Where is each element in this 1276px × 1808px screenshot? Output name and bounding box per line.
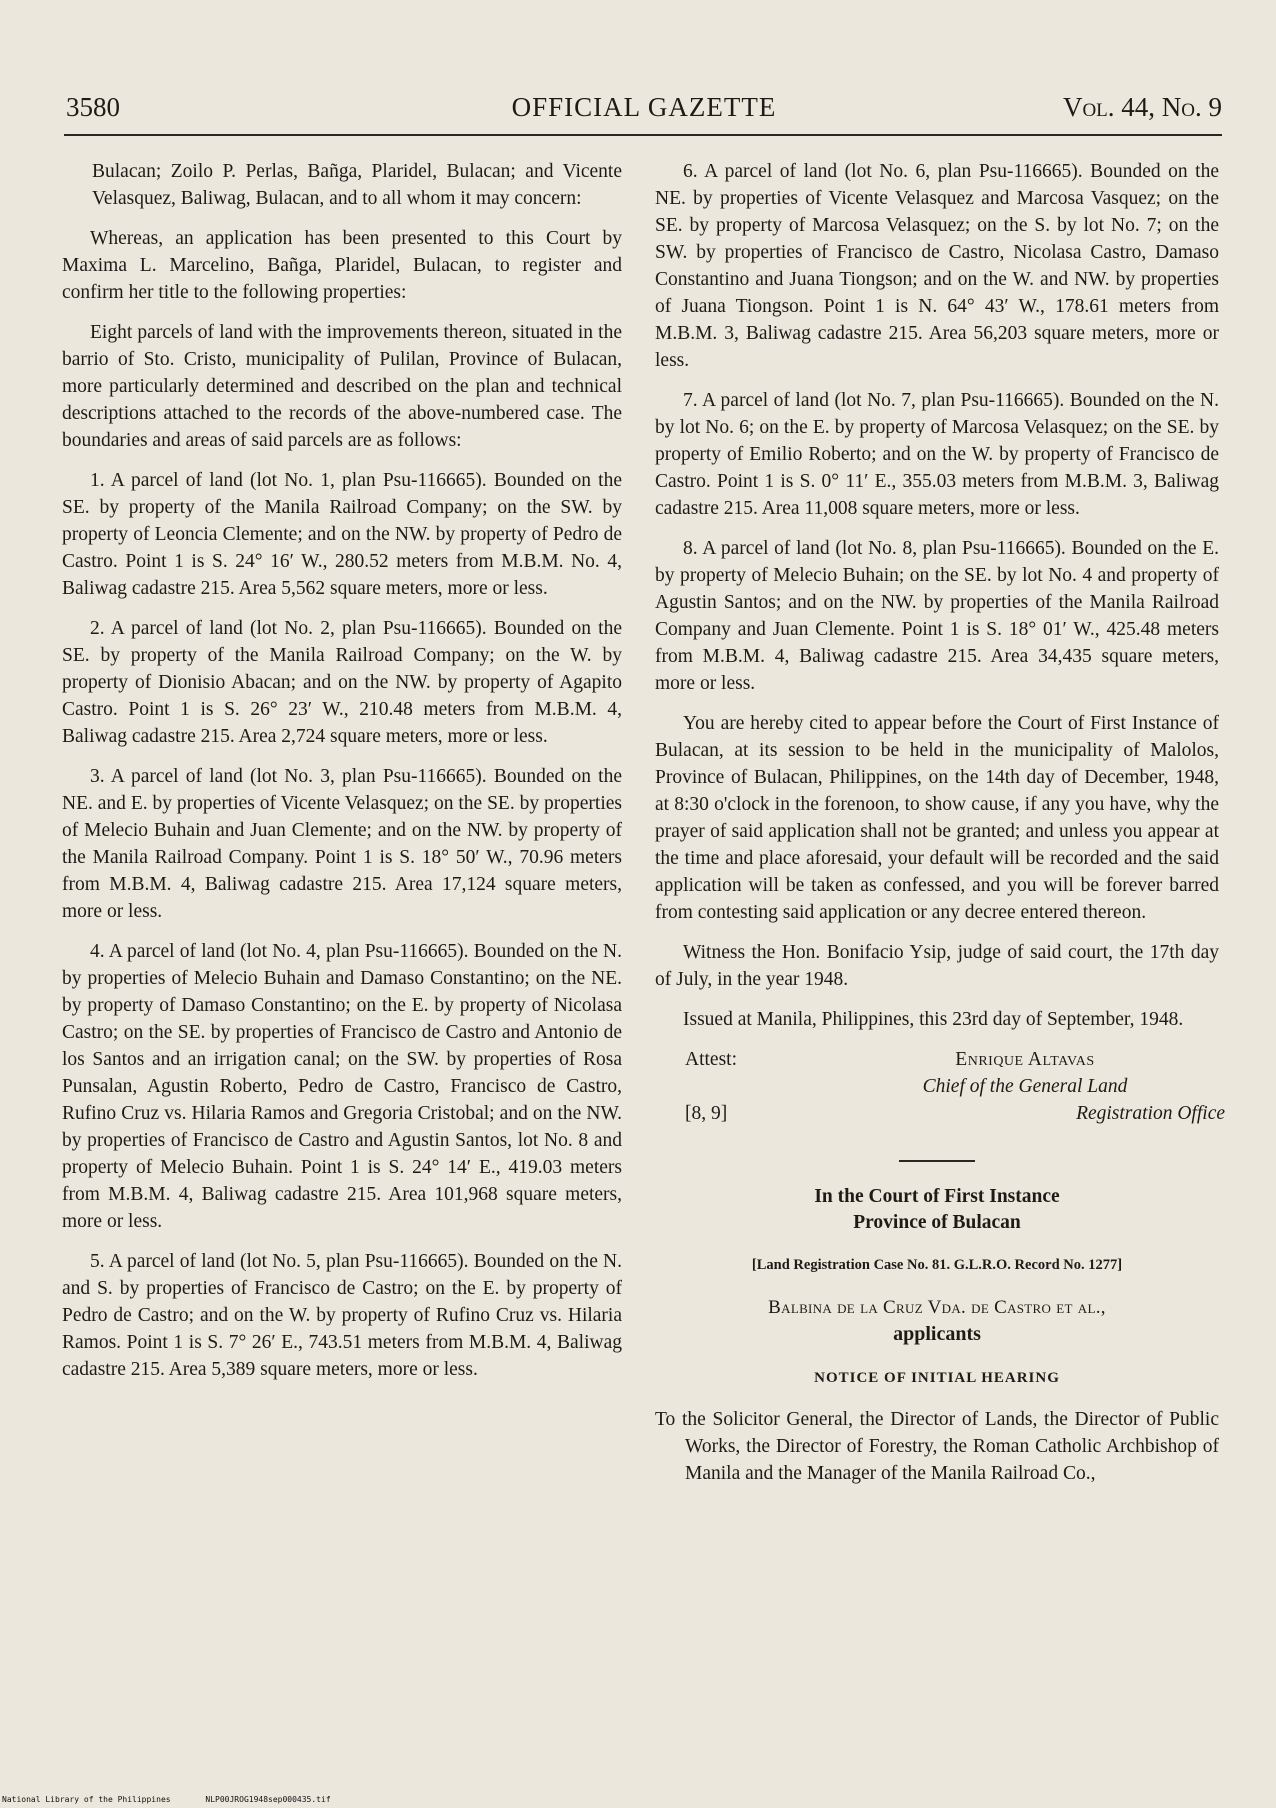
notice-title: NOTICE OF INITIAL HEARING: [814, 1370, 1060, 1386]
addressee-continuation: Bulacan; Zoilo P. Perlas, Bañga, Plaridel, Bulacan; and Vicente Velasquez, Baliwag, Bulacan, and to all whom it may concern:: [92, 161, 622, 209]
paragraph-whereas: Whereas, an application has been presented to this Court by Maxima L. Marcelino, Bañga, Plaridel, Bulacan, to register and confirm her title to the following properties:: [62, 228, 622, 303]
left-column: [62, 158, 622, 1396]
page-number: 3580: [66, 92, 120, 122]
parcel-6: 6. A parcel of land (lot No. 6, plan Psu-116665). Bounded on the NE. by properties of Vicente Velasquez and Marcosa Vasquez; on the SE. by property of Marcosa Velasquez; on the S. by lot No. 7; on the SW. by properties of Francisco de Castro, Nicolasa Castro, Damaso Constantino and Juana Tiongson; and on the W. and NW. by properties of Juana Tiongson. Point 1 is N. 64° 43′ W., 178.61 meters from M.B.M. 3, Baliwag cadastre 215. Area 56,203 square meters, more or less.: [655, 161, 1219, 371]
section-divider: [899, 1160, 975, 1162]
footer-file: NLP00JROG1948sep000435.tif: [205, 1795, 331, 1804]
attest-signatory: Enrique Altavas: [955, 1049, 1095, 1070]
attestation-block: [655, 1046, 1225, 1146]
parcel-5: 5. A parcel of land (lot No. 5, plan Psu-116665). Bounded on the N. and S. by properties of Francisco de Castro; on the E. by property of Pedro de Castro; and on the W. by property of Rufino Cruz vs. Hilaria Ramos. Point 1 is S. 7° 26′ E., 743.51 meters from M.B.M. 4, Baliwag cadastre 215. Area 5,389 square meters, more or less.: [62, 1251, 622, 1380]
parcel-2: 2. A parcel of land (lot No. 2, plan Psu-116665). Bounded on the SE. by property of the Manila Railroad Company; on the W. by property of Dionisio Abacan; and on the NW. by property of Agapito Castro. Point 1 is S. 26° 23′ W., 210.48 meters from M.B.M. 4, Baliwag cadastre 215. Area 2,724 square meters, more or less.: [62, 618, 622, 747]
parcel-1: 1. A parcel of land (lot No. 1, plan Psu-116665). Bounded on the SE. by property of the Manila Railroad Company; on the SW. by property of Leoncia Clemente; and on the NW. by property of Pedro de Castro. Point 1 is S. 24° 16′ W., 280.52 meters from M.B.M. No. 4, Baliwag cadastre 215. Area 5,562 square meters, more or less.: [62, 470, 622, 599]
publication-title: OFFICIAL GAZETTE: [511, 92, 777, 122]
parcel-3: 3. A parcel of land (lot No. 3, plan Psu-116665). Bounded on the NE. and E. by properties of Vicente Velasquez; on the SE. by properties of Melecio Buhain and Juan Clemente; and on the NW. by property of the Manila Railroad Company. Point 1 is S. 18° 50′ W., 70.96 meters from M.B.M. 4, Baliwag cadastre 215. Area 17,124 square meters, more or less.: [62, 766, 622, 922]
case-number: [Land Registration Case No. 81. G.L.R.O. Record No. 1277]: [751, 1257, 1123, 1273]
issued-paragraph: Issued at Manila, Philippines, this 23rd day of September, 1948.: [683, 1009, 1184, 1030]
court-heading-line2: Province of Bulacan: [853, 1212, 1021, 1233]
parcel-8: 8. A parcel of land (lot No. 8, plan Psu-116665). Bounded on the E. by property of Melecio Buhain; on the SE. by lot No. 4 and property of Agustin Santos; and on the NW. by properties of the Manila Railroad Company and Juan Clemente. Point 1 is S. 18° 01′ W., 425.48 meters from M.B.M. 4, Baliwag cadastre 215. Area 34,435 square meters, more or less.: [655, 538, 1219, 694]
citation-paragraph: You are hereby cited to appear before the Court of First Instance of Bulacan, at its session to be held in the municipality of Malolos, Province of Bulacan, Philippines, on the 14th day of December, 1948, at 8:30 o'clock in the forenoon, to show cause, if any you have, why the prayer of said application shall not be granted; and unless you appear at the time and place aforesaid, your default will be recorded and the said application will be taken as confessed, and you will be forever barred from contesting said application or any decree entered thereon.: [655, 713, 1219, 923]
right-column: [655, 158, 1225, 1500]
court-heading: [655, 1184, 1219, 1236]
applicants-block: [655, 1295, 1219, 1347]
attest-label: Attest:: [685, 1049, 737, 1070]
parcel-7: 7. A parcel of land (lot No. 7, plan Psu-116665). Bounded on the N. by lot No. 6; on the E. by property of Marcosa Velasquez; on the SE. by property of Emilio Roberto; and on the W. by property of Francisco de Castro. Point 1 is S. 0° 11′ E., 355.03 meters from M.B.M. 3, Baliwag cadastre 215. Area 11,008 square meters, more or less.: [655, 390, 1219, 519]
paragraph-eight-parcels: Eight parcels of land with the improvements thereon, situated in the barrio of Sto. Cristo, municipality of Pulilan, Province of Bulacan, more particularly determined and described on the plan and technical descriptions attached to the records of the above-numbered case. The boundaries and areas of said parcels are as follows:: [62, 322, 622, 451]
attest-title-line2: Registration Office: [1076, 1103, 1225, 1124]
applicant-names: Balbina de la Cruz Vda. de Castro et al.,: [768, 1297, 1106, 1318]
addressee-paragraph: To the Solicitor General, the Director of Lands, the Director of Public Works, the Director of Forestry, the Roman Catholic Archbishop of Manila and the Manager of the Manila Railroad Co.,: [655, 1409, 1219, 1484]
scan-footer: [2, 1795, 361, 1804]
footer-library: National Library of the Philippines: [2, 1795, 171, 1804]
court-heading-line1: In the Court of First Instance: [814, 1186, 1060, 1207]
applicant-role: applicants: [893, 1323, 981, 1345]
header-rule: [64, 134, 1222, 136]
page-header: [66, 92, 1222, 132]
volume-number: Vol. 44, No. 9: [1062, 92, 1222, 122]
issue-code: [8, 9]: [685, 1103, 728, 1124]
parcel-4: 4. A parcel of land (lot No. 4, plan Psu-116665). Bounded on the N. by properties of Melecio Buhain and Damaso Constantino; on the NE. by property of Damaso Constantino; on the E. by property of Nicolasa Castro; on the SE. by properties of Francisco de Castro and Antonio de los Santos and an irrigation canal; on the SW. by properties of Rosa Punsalan, Agustin Roberto, Pedro de Castro, Francisco de Castro, Rufino Cruz vs. Hilaria Ramos and Gregoria Cristobal; and on the NW. by properties of Francisco de Castro and Agustin Santos, lot No. 8 and property of Melecio Buhain. Point 1 is S. 24° 14′ E., 419.03 meters from M.B.M. 4, Baliwag cadastre 215. Area 101,968 square meters, more or less.: [62, 941, 622, 1232]
witness-paragraph: Witness the Hon. Bonifacio Ysip, judge of said court, the 17th day of July, in the year 1948.: [655, 942, 1219, 990]
attest-title-line1: Chief of the General Land: [922, 1076, 1128, 1097]
